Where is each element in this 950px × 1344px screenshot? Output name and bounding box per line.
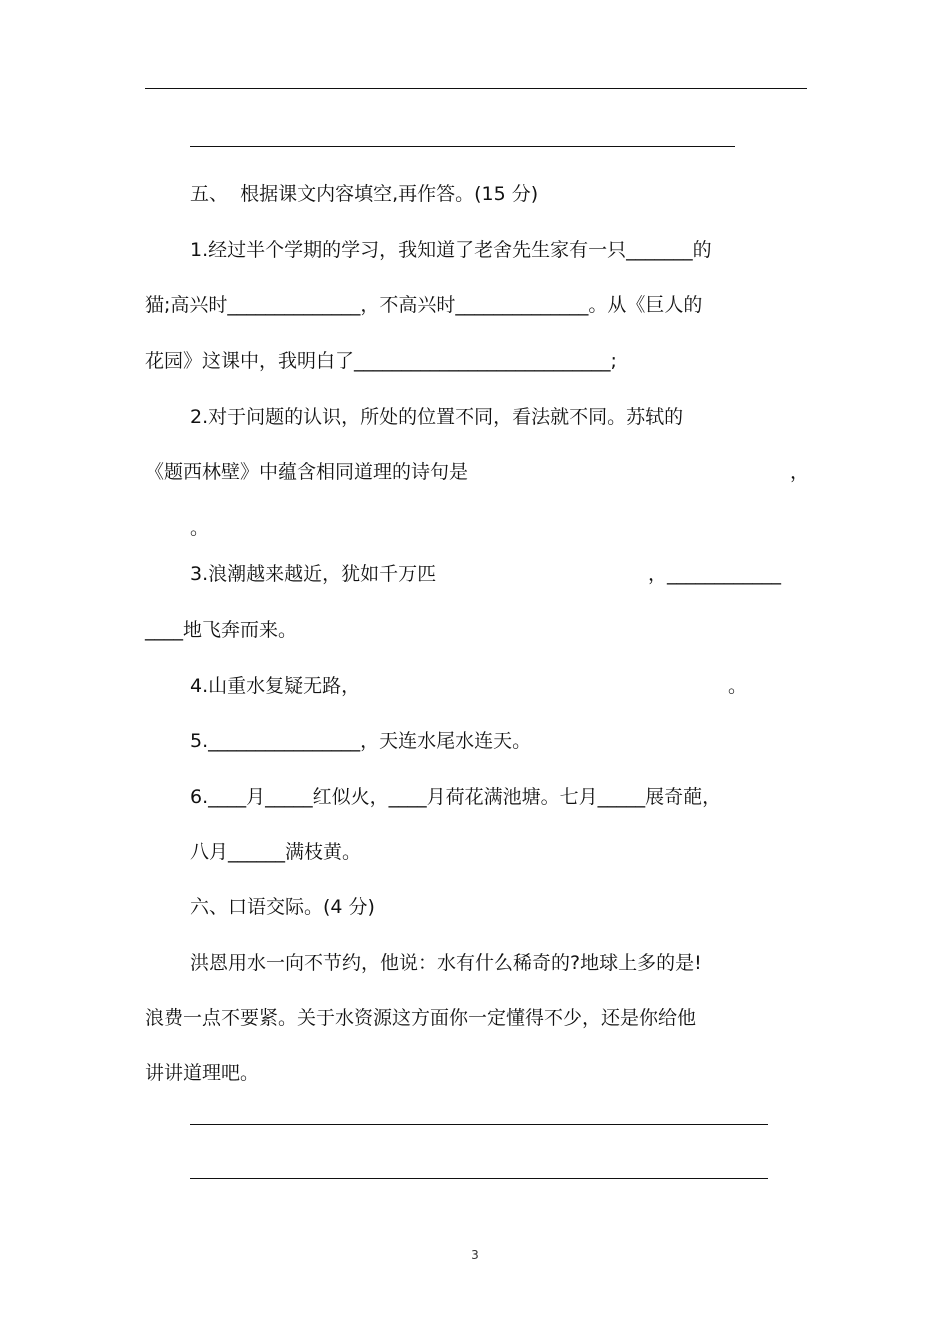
q4-line1-end: 。 bbox=[728, 675, 748, 697]
q2-line2: 《题西林壁》中蕴含相同道理的诗句是 bbox=[145, 461, 469, 483]
q6-line1: 6.____月_____红似火，____月荷花满池塘。七月_____展奇葩， bbox=[190, 786, 722, 808]
section-6-paragraph-line1: 洪恩用水一向不节约，他说：水有什么稀奇的?地球上多的是! bbox=[190, 952, 702, 974]
q3-line2: ____地飞奔而来。 bbox=[145, 619, 298, 641]
q5-line1: 5.________________，天连水尾水连天。 bbox=[190, 730, 532, 752]
q1-line2: 猫;高兴时______________，不高兴时______________。从《巨人的 bbox=[145, 294, 703, 316]
q3-line1-blank: ，____________ bbox=[648, 563, 782, 585]
answer-line bbox=[145, 88, 807, 89]
q2-line2-comma: ， bbox=[790, 461, 810, 483]
q3-line1: 3.浪潮越来越近，犹如千万匹 bbox=[190, 563, 437, 585]
q2-line1: 2.对于问题的认识，所处的位置不同，看法就不同。苏轼的 bbox=[190, 406, 684, 428]
page-number: 3 bbox=[471, 1248, 479, 1262]
q6-line2: 八月______满枝黄。 bbox=[190, 841, 362, 863]
q1-line1: 1.经过半个学期的学习，我知道了老舍先生家有一只_______的 bbox=[190, 239, 712, 261]
section-6-heading: 六、口语交际。(4 分) bbox=[190, 896, 375, 918]
q1-line3: 花园》这课中，我明白了___________________________; bbox=[145, 350, 617, 372]
section-6-paragraph-line2: 浪费一点不要紧。关于水资源这方面你一定懂得不少，还是你给他 bbox=[145, 1007, 697, 1029]
answer-line bbox=[190, 1178, 768, 1179]
section-6-paragraph-line3: 讲讲道理吧。 bbox=[145, 1062, 260, 1084]
q4-line1: 4.山重水复疑无路， bbox=[190, 675, 361, 697]
section-5-heading: 五、 根据课文内容填空,再作答。(15 分) bbox=[190, 183, 539, 205]
q2-line3: 。 bbox=[190, 517, 210, 539]
answer-line bbox=[190, 1124, 768, 1125]
answer-line bbox=[190, 146, 735, 147]
